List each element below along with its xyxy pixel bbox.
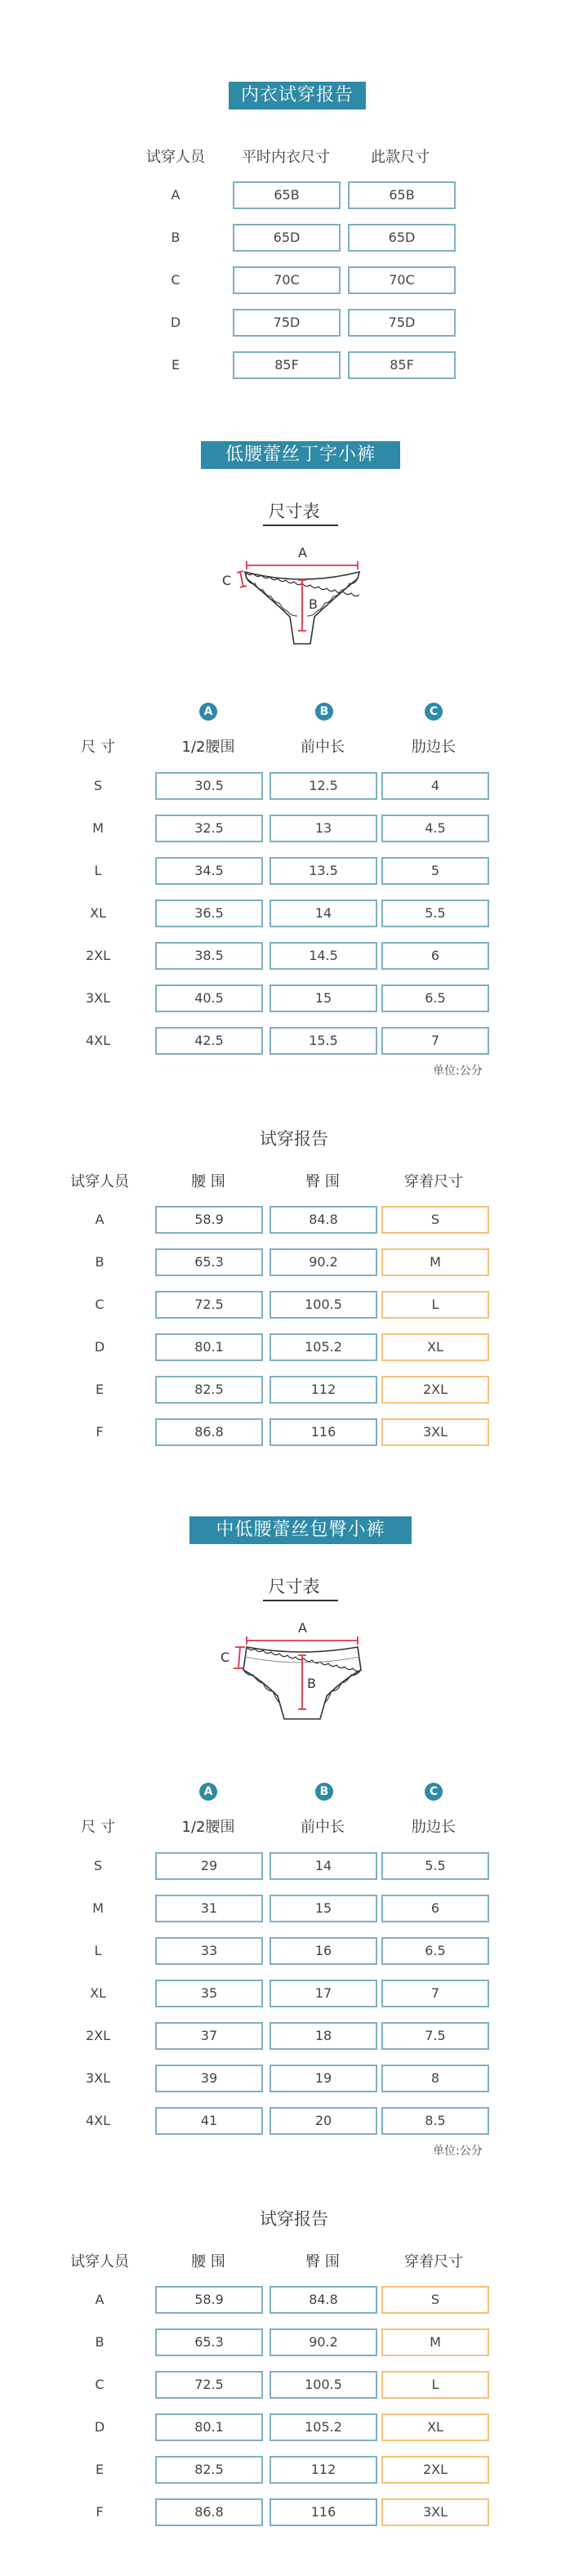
panty1-report-size-cell: L [381, 1291, 489, 1319]
panty1-report-person: E [95, 1382, 105, 1397]
panty2-side-cell: 8 [381, 2065, 489, 2092]
panty1-unit: 单位:公分 [433, 1065, 483, 1078]
panty2-size-label: 3XL [85, 2070, 111, 2086]
panty1-report-person: C [95, 1297, 105, 1312]
panty2-side-cell: 6 [381, 1895, 489, 1922]
thong-label-c: C [222, 573, 232, 588]
panty2-front-cell: 16 [270, 1937, 377, 1965]
fitting-this-cell: 75D [348, 309, 456, 337]
panty2-report-size-cell: M [381, 2328, 489, 2356]
panty1-report-title: 试穿报告 [260, 1129, 328, 1149]
panty1-title: 低腰蕾丝丁字小裤 [201, 441, 400, 469]
panty2-front-cell: 19 [270, 2065, 377, 2092]
panty1-side-cell: 5 [381, 857, 489, 885]
panty1-header-side: 肋边长 [412, 739, 456, 756]
panty2-report-waist-cell: 72.5 [155, 2371, 263, 2399]
fitting-usual-cell: 70C [233, 266, 341, 294]
panty2-report-waist-cell: 65.3 [155, 2328, 263, 2356]
panty2-report-waist-cell: 82.5 [155, 2456, 263, 2484]
panty1-report-hip-cell: 90.2 [270, 1248, 377, 1276]
panty1-badge-c: C [425, 703, 443, 721]
panty1-size-label: 4XL [85, 1033, 111, 1048]
panty1-waist-cell: 30.5 [155, 772, 263, 800]
panty2-size-label: L [94, 1943, 102, 1958]
panty1-report-person: A [95, 1212, 105, 1227]
panty1-waist-cell: 42.5 [155, 1027, 263, 1055]
panty2-waist-cell: 31 [155, 1895, 263, 1922]
panty2-front-cell: 17 [270, 1980, 377, 2007]
panty1-waist-cell: 34.5 [155, 857, 263, 885]
panty2-size-label: S [93, 1858, 103, 1873]
panty2-front-cell: 18 [270, 2022, 377, 2050]
panty2-front-cell: 20 [270, 2107, 377, 2135]
thong-label-a: A [298, 545, 307, 560]
panty1-report-hip-cell: 100.5 [270, 1291, 377, 1319]
fitting-header-usual: 平时内衣尺寸 [242, 149, 330, 166]
panty1-report-hip-cell: 116 [270, 1418, 377, 1446]
panty1-front-cell: 12.5 [270, 772, 377, 800]
panty1-report-hip-cell: 105.2 [270, 1333, 377, 1361]
panty1-size-label: S [93, 778, 103, 793]
fitting-usual-cell: 65B [233, 181, 341, 209]
panty2-report-waist-cell: 80.1 [155, 2413, 263, 2441]
panty2-report-person: F [96, 2504, 104, 2520]
panty1-badge-b: B [315, 703, 333, 721]
panty2-header-front: 前中长 [301, 1819, 345, 1836]
fitting-usual-cell: 75D [233, 309, 341, 337]
panty2-report-person: A [95, 2292, 105, 2307]
panty2-report-size-cell: S [381, 2286, 489, 2314]
panty2-waist-cell: 29 [155, 1852, 263, 1880]
panty1-report-person: F [96, 1424, 104, 1440]
fitting-person: E [171, 357, 180, 373]
hipster-label-c: C [220, 1650, 230, 1665]
panty1-waist-cell: 38.5 [155, 942, 263, 970]
panty1-report-header-waist: 腰 围 [191, 1173, 225, 1190]
panty2-report-hip-cell: 84.8 [270, 2286, 377, 2314]
panty1-front-cell: 15 [270, 984, 377, 1012]
panty2-report-hip-cell: 116 [270, 2498, 377, 2526]
panty2-report-size-cell: L [381, 2371, 489, 2399]
panty2-report-size-cell: XL [381, 2413, 489, 2441]
fitting-this-cell: 85F [348, 351, 456, 379]
fitting-person: B [171, 230, 180, 245]
panty2-report-person: D [94, 2419, 105, 2435]
panty1-header-waist: 1/2腰围 [181, 739, 235, 756]
panty1-header-front: 前中长 [301, 739, 345, 756]
panty2-header-size: 尺 寸 [81, 1819, 115, 1836]
panty2-report-size-cell: 3XL [381, 2498, 489, 2526]
panty1-header-size: 尺 寸 [81, 739, 115, 756]
fitting-title: 内衣试穿报告 [229, 82, 366, 109]
fitting-this-cell: 70C [348, 266, 456, 294]
panty2-size-label: M [92, 1900, 104, 1916]
fitting-this-cell: 65B [348, 181, 456, 209]
panty1-report-hip-cell: 112 [270, 1376, 377, 1404]
panty1-waist-cell: 32.5 [155, 815, 263, 842]
panty2-title-underline [263, 1600, 338, 1601]
panty1-side-cell: 6 [381, 942, 489, 970]
panty2-side-cell: 6.5 [381, 1937, 489, 1965]
fitting-header-person: 试穿人员 [146, 149, 205, 166]
panty2-report-hip-cell: 105.2 [270, 2413, 377, 2441]
panty2-waist-cell: 37 [155, 2022, 263, 2050]
thong-diagram [220, 539, 384, 654]
panty1-size-label: 2XL [85, 948, 111, 963]
panty2-title: 中低腰蕾丝包臀小裤 [189, 1516, 412, 1544]
fitting-this-cell: 65D [348, 224, 456, 252]
fitting-header-this: 此款尺寸 [371, 149, 430, 166]
fitting-usual-cell: 65D [233, 224, 341, 252]
panty1-report-waist-cell: 58.9 [155, 1206, 263, 1234]
panty1-size-chart-title: 尺寸表 [268, 502, 320, 521]
panty2-side-cell: 5.5 [381, 1852, 489, 1880]
panty1-report-size-cell: S [381, 1206, 489, 1234]
panty1-size-label: L [94, 863, 102, 878]
panty1-report-size-cell: 3XL [381, 1418, 489, 1446]
panty1-report-size-cell: M [381, 1248, 489, 1276]
panty1-size-label: M [92, 820, 104, 836]
panty1-report-waist-cell: 86.8 [155, 1418, 263, 1446]
panty2-badge-a: A [199, 1783, 217, 1801]
panty1-front-cell: 14 [270, 900, 377, 927]
panty1-report-person: D [94, 1339, 105, 1355]
panty2-report-title: 试穿报告 [260, 2209, 328, 2229]
panty2-report-hip-cell: 100.5 [270, 2371, 377, 2399]
fitting-person: C [171, 272, 180, 288]
panty2-report-waist-cell: 58.9 [155, 2286, 263, 2314]
panty1-report-person: B [95, 1254, 105, 1270]
panty2-report-header-size: 穿着尺寸 [404, 2253, 463, 2270]
panty2-report-person: E [95, 2462, 105, 2477]
fitting-person: D [170, 315, 181, 330]
panty2-header-side: 肋边长 [412, 1819, 456, 1836]
panty2-waist-cell: 41 [155, 2107, 263, 2135]
hipster-label-a: A [298, 1620, 307, 1636]
panty2-report-person: B [95, 2334, 105, 2350]
panty1-front-cell: 13.5 [270, 857, 377, 885]
panty1-side-cell: 4 [381, 772, 489, 800]
hipster-label-b: B [307, 1676, 316, 1691]
panty1-report-hip-cell: 84.8 [270, 1206, 377, 1234]
panty1-waist-cell: 40.5 [155, 984, 263, 1012]
panty1-side-cell: 7 [381, 1027, 489, 1055]
panty2-report-waist-cell: 86.8 [155, 2498, 263, 2526]
panty2-size-label: 2XL [85, 2028, 111, 2043]
panty2-side-cell: 7 [381, 1980, 489, 2007]
panty2-side-cell: 8.5 [381, 2107, 489, 2135]
panty2-badge-b: B [315, 1783, 333, 1801]
panty1-report-waist-cell: 82.5 [155, 1376, 263, 1404]
panty1-report-header-person: 试穿人员 [70, 1173, 129, 1190]
panty2-report-header-hip: 臀 围 [305, 2253, 340, 2270]
panty1-front-cell: 14.5 [270, 942, 377, 970]
panty2-size-label: 4XL [85, 2113, 111, 2128]
panty2-side-cell: 7.5 [381, 2022, 489, 2050]
panty1-side-cell: 5.5 [381, 900, 489, 927]
panty1-report-waist-cell: 80.1 [155, 1333, 263, 1361]
panty1-badge-a: A [199, 703, 217, 721]
panty1-report-waist-cell: 72.5 [155, 1291, 263, 1319]
panty1-waist-cell: 36.5 [155, 900, 263, 927]
panty2-report-hip-cell: 90.2 [270, 2328, 377, 2356]
panty2-unit: 单位:公分 [433, 2145, 483, 2158]
panty1-report-size-cell: 2XL [381, 1376, 489, 1404]
panty1-report-header-size: 穿着尺寸 [404, 1173, 463, 1190]
panty2-waist-cell: 39 [155, 2065, 263, 2092]
hipster-diagram [220, 1606, 384, 1729]
panty2-waist-cell: 33 [155, 1937, 263, 1965]
fitting-person: A [171, 187, 180, 203]
panty1-side-cell: 6.5 [381, 984, 489, 1012]
panty2-front-cell: 14 [270, 1852, 377, 1880]
panty2-waist-cell: 35 [155, 1980, 263, 2007]
panty1-report-waist-cell: 65.3 [155, 1248, 263, 1276]
fitting-usual-cell: 85F [233, 351, 341, 379]
panty1-report-size-cell: XL [381, 1333, 489, 1361]
panty1-front-cell: 13 [270, 815, 377, 842]
panty1-front-cell: 15.5 [270, 1027, 377, 1055]
panty2-report-header-waist: 腰 围 [191, 2253, 225, 2270]
panty2-report-header-person: 试穿人员 [70, 2253, 129, 2270]
panty2-report-size-cell: 2XL [381, 2456, 489, 2484]
thong-label-b: B [309, 596, 318, 612]
panty2-header-waist: 1/2腰围 [181, 1819, 235, 1836]
panty1-side-cell: 4.5 [381, 815, 489, 842]
panty2-report-hip-cell: 112 [270, 2456, 377, 2484]
panty1-title-underline [263, 525, 338, 526]
panty2-front-cell: 15 [270, 1895, 377, 1922]
panty2-report-person: C [95, 2377, 105, 2392]
panty1-size-label: 3XL [85, 990, 111, 1006]
panty1-report-header-hip: 臀 围 [305, 1173, 340, 1190]
panty2-size-label: XL [90, 1985, 106, 2001]
panty1-size-label: XL [90, 905, 106, 921]
panty2-badge-c: C [425, 1783, 443, 1801]
panty2-size-chart-title: 尺寸表 [268, 1577, 320, 1596]
